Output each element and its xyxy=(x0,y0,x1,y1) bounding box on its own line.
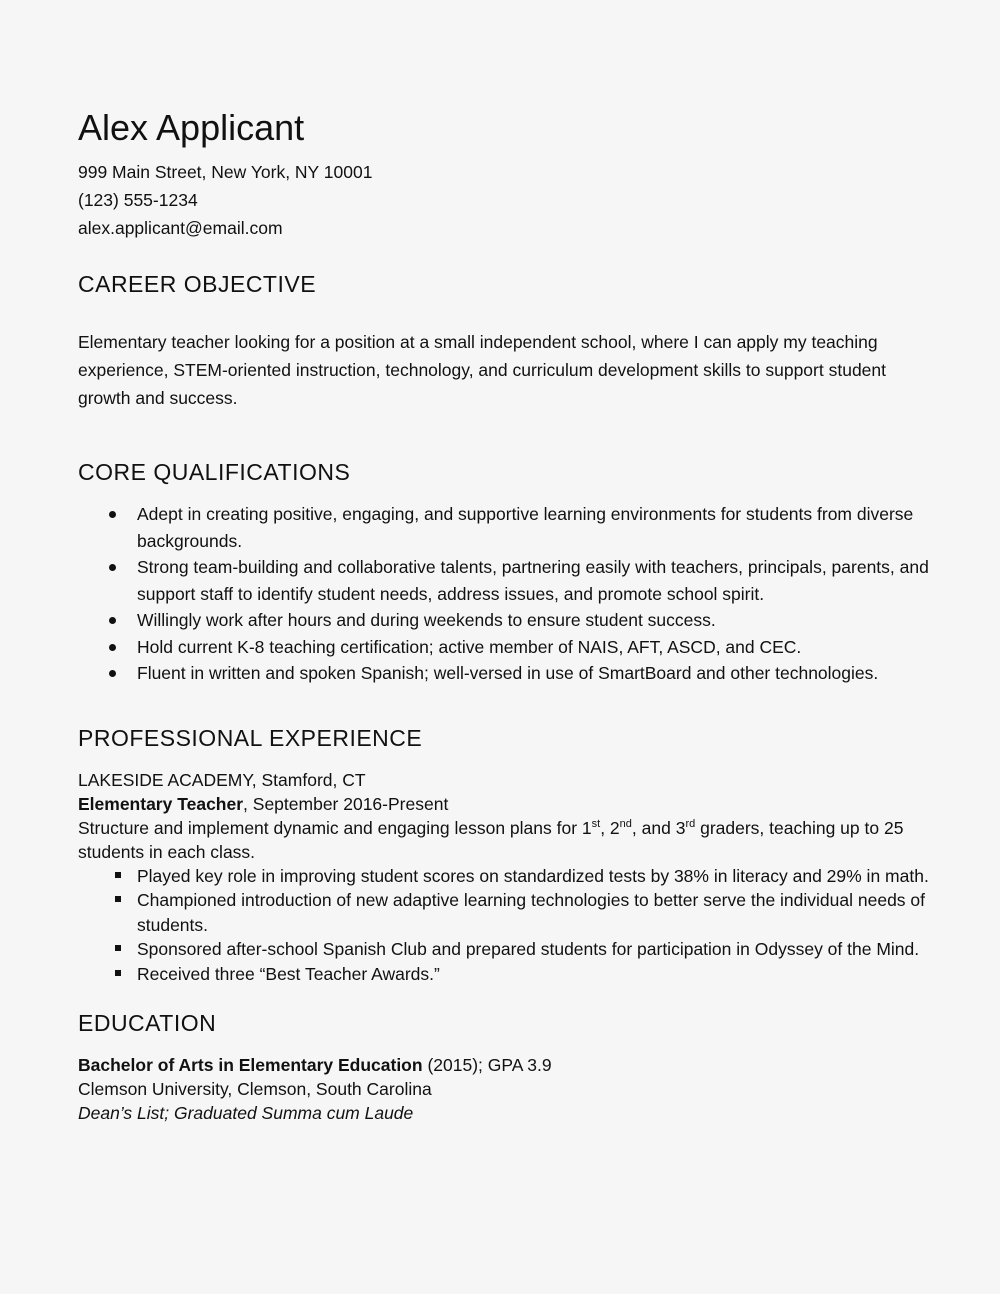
employer: LAKESIDE ACADEMY, Stamford, CT xyxy=(78,769,366,790)
applicant-name: Alex Applicant xyxy=(78,107,305,148)
job-description xyxy=(78,816,938,864)
experience-item: Played key role in improving student scores on standardized tests by 38% in literacy and 29% in math. xyxy=(78,864,938,889)
job-dates: , September 2016-Present xyxy=(243,793,449,814)
experience-bullets xyxy=(78,864,938,987)
qualification-item: Willingly work after hours and during weekends to ensure student success. xyxy=(78,607,938,634)
experience-item: Sponsored after-school Spanish Club and prepared students for participation in Odyssey of the Mind. xyxy=(78,937,938,962)
job-description-text: , 2 xyxy=(600,817,620,838)
phone: (123) 555-1234 xyxy=(78,190,198,210)
resume-page xyxy=(78,106,938,1125)
ordinal-suffix: rd xyxy=(685,817,696,830)
ordinal-suffix: nd xyxy=(619,817,632,830)
qualification-item: Fluent in written and spoken Spanish; well-versed in use of SmartBoard and other technologies. xyxy=(78,660,938,687)
education-heading: EDUCATION xyxy=(78,1010,217,1036)
qualification-item: Strong team-building and collaborative talents, partnering easily with teachers, principals, parents, and support staff to identify student needs, address issues, and promote school spirit. xyxy=(78,554,938,607)
experience-heading: PROFESSIONAL EXPERIENCE xyxy=(78,724,423,751)
job-description-text: , and 3 xyxy=(631,817,686,838)
job-description-text: Structure and implement dynamic and engaging lesson plans for 1 xyxy=(78,817,592,838)
job-description-text: graders, teaching up to 25 students in each class. xyxy=(78,817,904,862)
experience-item: Championed introduction of new adaptive learning technologies to better serve the individual needs of students. xyxy=(78,888,938,937)
ordinal-suffix: st xyxy=(591,817,601,830)
email: alex.applicant@email.com xyxy=(78,218,283,238)
objective-heading: CAREER OBJECTIVE xyxy=(78,271,317,297)
qualifications-list xyxy=(78,501,938,687)
qualifications-heading: CORE QUALIFICATIONS xyxy=(78,459,351,485)
objective-text: Elementary teacher looking for a position at a small independent school, where I can apply my teaching experience, STEM-oriented instruction, technology, and curriculum development skills to support student growth and success. xyxy=(78,332,886,408)
degree: Bachelor of Arts in Elementary Education xyxy=(78,1055,423,1075)
degree-detail: (2015); GPA 3.9 xyxy=(422,1055,552,1075)
address: 999 Main Street, New York, NY 10001 xyxy=(78,162,373,182)
degree-line xyxy=(78,1053,938,1077)
honors: Dean’s List; Graduated Summa cum Laude xyxy=(78,1103,414,1123)
qualification-item: Hold current K-8 teaching certification; active member of NAIS, AFT, ASCD, and CEC. xyxy=(78,634,938,661)
job-line xyxy=(78,792,938,816)
job-title: Elementary Teacher xyxy=(78,793,244,814)
qualification-item: Adept in creating positive, engaging, and supportive learning environments for students from diverse backgrounds. xyxy=(78,501,938,554)
school: Clemson University, Clemson, South Carolina xyxy=(78,1079,432,1099)
experience-item: Received three “Best Teacher Awards.” xyxy=(78,962,938,987)
